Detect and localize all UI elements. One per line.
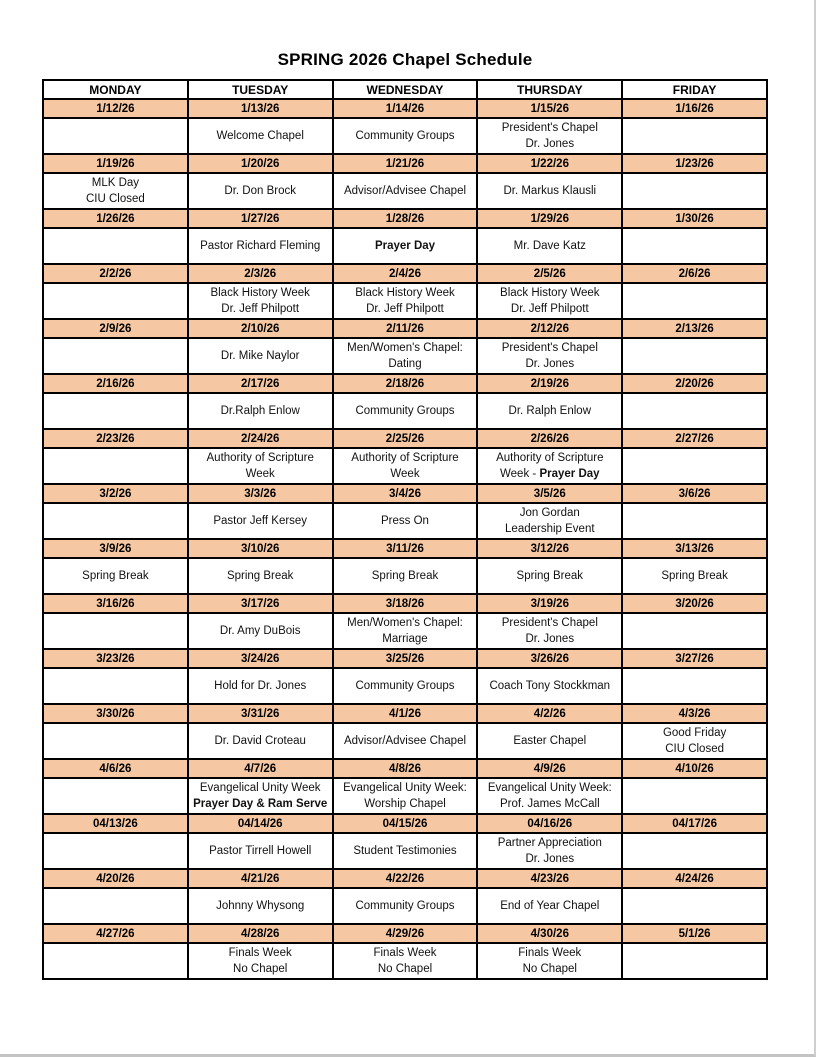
date-cell: 3/30/26 — [43, 704, 188, 723]
event-row-0 — [43, 118, 767, 154]
event-cell — [477, 228, 622, 264]
event-cell — [622, 613, 767, 649]
event-text-line: Hold for Dr. Jones — [214, 680, 307, 692]
event-cell — [477, 283, 622, 319]
event-text-line: Welcome Chapel — [216, 130, 304, 142]
date-cell: 4/8/26 — [333, 759, 478, 778]
event-cell — [43, 943, 188, 979]
event-text-line: Spring Break — [82, 570, 149, 582]
date-cell: 1/20/26 — [188, 154, 333, 173]
event-text-line: Dr. Mike Naylor — [220, 350, 300, 362]
event-cell — [43, 338, 188, 374]
event-text-line: Dr. Jones — [525, 358, 575, 370]
date-row-5 — [43, 374, 767, 393]
date-cell: 2/11/26 — [333, 319, 478, 338]
event-cell — [333, 283, 478, 319]
event-text-line: Prayer Day — [374, 240, 436, 252]
date-row-9 — [43, 594, 767, 613]
date-cell: 1/30/26 — [622, 209, 767, 228]
event-cell — [333, 668, 478, 704]
event-text-line: Marriage — [382, 633, 428, 645]
event-cell — [622, 888, 767, 924]
event-text-line: Dr. Markus Klausli — [503, 185, 597, 197]
event-cell — [188, 723, 333, 759]
page-title: SPRING 2026 Chapel Schedule — [277, 50, 533, 69]
date-cell: 3/20/26 — [622, 594, 767, 613]
event-text-line: Spring Break — [226, 570, 294, 582]
date-cell: 2/6/26 — [622, 264, 767, 283]
date-cell: 1/29/26 — [477, 209, 622, 228]
date-cell: 3/24/26 — [188, 649, 333, 668]
event-cell — [43, 448, 188, 484]
event-text-line: Dr. Jeff Philpott — [510, 303, 589, 315]
event-cell — [43, 723, 188, 759]
date-cell: 2/23/26 — [43, 429, 188, 448]
date-row-1 — [43, 154, 767, 173]
date-cell: 1/12/26 — [43, 99, 188, 118]
date-cell: 4/22/26 — [333, 869, 478, 888]
event-cell — [188, 888, 333, 924]
date-row-13 — [43, 814, 767, 833]
date-cell: 1/23/26 — [622, 154, 767, 173]
event-row-13 — [43, 833, 767, 869]
date-cell: 3/4/26 — [333, 484, 478, 503]
date-cell: 2/16/26 — [43, 374, 188, 393]
event-cell — [477, 118, 622, 154]
date-cell: 3/13/26 — [622, 539, 767, 558]
date-cell: 1/21/26 — [333, 154, 478, 173]
date-cell: 3/31/26 — [188, 704, 333, 723]
event-text-line: No Chapel — [233, 963, 288, 975]
date-row-3 — [43, 264, 767, 283]
date-row-0 — [43, 99, 767, 118]
event-cell — [188, 228, 333, 264]
date-cell: 4/10/26 — [622, 759, 767, 778]
date-cell: 04/14/26 — [188, 814, 333, 833]
event-text-line: No Chapel — [522, 963, 577, 975]
event-text-line: Pastor Tirrell Howell — [209, 845, 312, 857]
event-cell — [188, 503, 333, 539]
date-cell: 4/20/26 — [43, 869, 188, 888]
event-text-line: Finals Week — [518, 947, 582, 959]
event-cell — [477, 668, 622, 704]
day-header-monday: MONDAY — [43, 80, 188, 99]
event-text-line: Dr. Ralph Enlow — [508, 405, 592, 417]
event-cell — [43, 558, 188, 594]
event-cell — [43, 393, 188, 429]
event-cell — [188, 833, 333, 869]
event-text-line: Finals Week — [228, 947, 292, 959]
event-cell — [477, 173, 622, 209]
date-cell: 2/20/26 — [622, 374, 767, 393]
date-cell: 4/3/26 — [622, 704, 767, 723]
event-text-line: Community Groups — [355, 680, 455, 692]
event-text-line: Partner Appreciation — [497, 837, 602, 849]
event-text-line: Dr. Amy DuBois — [219, 625, 301, 637]
event-text-line: Dating — [388, 358, 422, 370]
event-text-line: Dr. Jones — [525, 138, 575, 150]
event-text-line: Advisor/Advisee Chapel — [343, 735, 467, 747]
event-cell — [188, 778, 333, 814]
day-header-friday: FRIDAY — [622, 80, 767, 99]
date-cell: 3/25/26 — [333, 649, 478, 668]
date-cell: 2/17/26 — [188, 374, 333, 393]
event-row-1 — [43, 173, 767, 209]
event-cell — [477, 503, 622, 539]
event-cell — [622, 503, 767, 539]
date-cell: 2/25/26 — [333, 429, 478, 448]
event-cell — [333, 173, 478, 209]
date-cell: 4/6/26 — [43, 759, 188, 778]
date-cell: 3/27/26 — [622, 649, 767, 668]
date-cell: 04/13/26 — [43, 814, 188, 833]
date-cell: 4/21/26 — [188, 869, 333, 888]
date-cell: 04/15/26 — [333, 814, 478, 833]
event-cell — [622, 118, 767, 154]
event-cell — [43, 283, 188, 319]
event-cell — [477, 338, 622, 374]
date-cell: 3/10/26 — [188, 539, 333, 558]
event-cell — [477, 393, 622, 429]
event-text-line: Men/Women's Chapel: — [347, 342, 463, 354]
date-cell: 2/18/26 — [333, 374, 478, 393]
date-cell: 2/13/26 — [622, 319, 767, 338]
event-cell — [477, 778, 622, 814]
date-cell: 3/2/26 — [43, 484, 188, 503]
event-text-line: Dr. Jeff Philpott — [221, 303, 300, 315]
event-cell — [43, 503, 188, 539]
event-cell — [622, 723, 767, 759]
event-cell — [188, 173, 333, 209]
event-cell — [43, 228, 188, 264]
event-cell — [622, 833, 767, 869]
event-text-line: Dr. David Croteau — [214, 735, 306, 747]
event-cell — [188, 668, 333, 704]
event-text-line: Black History Week — [355, 287, 455, 299]
event-cell — [477, 448, 622, 484]
event-text-line: Johnny Whysong — [216, 900, 305, 912]
date-cell: 1/22/26 — [477, 154, 622, 173]
event-text-line: Community Groups — [355, 900, 455, 912]
date-cell: 3/23/26 — [43, 649, 188, 668]
event-text-line: President's Chapel — [501, 617, 598, 629]
date-cell: 1/14/26 — [333, 99, 478, 118]
event-text-line: Prof. James McCall — [499, 798, 600, 810]
event-row-12 — [43, 778, 767, 814]
event-cell — [188, 558, 333, 594]
event-cell — [477, 833, 622, 869]
event-cell — [43, 888, 188, 924]
event-cell — [188, 283, 333, 319]
event-text-line: Easter Chapel — [513, 735, 587, 747]
event-text-line: Week - Prayer Day — [500, 468, 600, 480]
event-cell — [622, 778, 767, 814]
event-text-line: Dr. Jones — [525, 633, 575, 645]
date-cell: 3/17/26 — [188, 594, 333, 613]
event-cell — [477, 723, 622, 759]
event-cell — [333, 833, 478, 869]
event-cell — [333, 613, 478, 649]
date-row-11 — [43, 704, 767, 723]
date-cell: 2/24/26 — [188, 429, 333, 448]
event-cell — [622, 393, 767, 429]
event-row-8 — [43, 558, 767, 594]
date-cell: 1/16/26 — [622, 99, 767, 118]
date-cell: 3/9/26 — [43, 539, 188, 558]
event-cell — [477, 943, 622, 979]
date-cell: 1/13/26 — [188, 99, 333, 118]
event-text-line: Dr.Ralph Enlow — [220, 405, 300, 417]
event-cell — [43, 778, 188, 814]
event-text-line: Community Groups — [355, 130, 455, 142]
event-cell — [188, 338, 333, 374]
event-text-line: Spring Break — [661, 570, 728, 582]
event-text-line: Week — [245, 468, 275, 480]
event-cell — [622, 668, 767, 704]
date-cell: 4/7/26 — [188, 759, 333, 778]
date-cell: 1/28/26 — [333, 209, 478, 228]
event-cell — [477, 888, 622, 924]
date-cell: 2/19/26 — [477, 374, 622, 393]
date-row-7 — [43, 484, 767, 503]
event-cell — [333, 503, 478, 539]
event-text-line: Prayer Day & Ram Serve — [193, 798, 328, 810]
date-cell: 4/24/26 — [622, 869, 767, 888]
date-cell: 04/17/26 — [622, 814, 767, 833]
event-text-line: Black History Week — [500, 287, 600, 299]
date-cell: 4/2/26 — [477, 704, 622, 723]
event-text-line: Pastor Richard Fleming — [200, 240, 321, 252]
event-text-line: Authority of Scripture — [206, 452, 314, 464]
date-cell: 2/12/26 — [477, 319, 622, 338]
event-cell — [333, 228, 478, 264]
event-cell — [43, 668, 188, 704]
date-row-10 — [43, 649, 767, 668]
event-text-line: Student Testimonies — [353, 845, 457, 857]
date-cell: 4/29/26 — [333, 924, 478, 943]
date-cell: 2/26/26 — [477, 429, 622, 448]
date-cell: 2/10/26 — [188, 319, 333, 338]
event-row-3 — [43, 283, 767, 319]
event-row-11 — [43, 723, 767, 759]
event-cell — [333, 943, 478, 979]
date-cell: 3/11/26 — [333, 539, 478, 558]
date-cell: 3/19/26 — [477, 594, 622, 613]
event-cell — [622, 228, 767, 264]
date-row-12 — [43, 759, 767, 778]
date-cell: 04/16/26 — [477, 814, 622, 833]
event-text-line: Dr. Jones — [525, 853, 575, 865]
event-text-line: Finals Week — [373, 947, 437, 959]
event-cell — [188, 943, 333, 979]
event-cell — [188, 118, 333, 154]
event-text-line: End of Year Chapel — [500, 900, 600, 912]
date-cell: 4/28/26 — [188, 924, 333, 943]
event-text-line: Jon Gordan — [519, 507, 580, 519]
day-header-wednesday: WEDNESDAY — [333, 80, 478, 99]
event-text-line: Authority of Scripture — [351, 452, 459, 464]
schedule-body — [43, 99, 767, 979]
event-text-line: President's Chapel — [501, 342, 598, 354]
date-row-2 — [43, 209, 767, 228]
date-cell: 3/3/26 — [188, 484, 333, 503]
event-cell — [622, 173, 767, 209]
event-cell — [622, 558, 767, 594]
event-text-line: Week — [390, 468, 420, 480]
date-cell: 1/27/26 — [188, 209, 333, 228]
date-cell: 1/19/26 — [43, 154, 188, 173]
event-row-6 — [43, 448, 767, 484]
event-text-line: Dr. Don Brock — [224, 185, 296, 197]
date-cell: 3/16/26 — [43, 594, 188, 613]
event-row-4 — [43, 338, 767, 374]
event-cell — [333, 723, 478, 759]
event-text-line: Mr. Dave Katz — [513, 240, 586, 252]
event-cell — [188, 448, 333, 484]
date-cell: 3/6/26 — [622, 484, 767, 503]
header-row — [43, 80, 767, 99]
event-cell — [333, 393, 478, 429]
event-text-line: No Chapel — [377, 963, 433, 975]
event-text-line: Men/Women's Chapel: — [347, 617, 463, 629]
date-cell: 4/9/26 — [477, 759, 622, 778]
event-cell — [622, 943, 767, 979]
event-text-line: CIU Closed — [85, 193, 145, 205]
date-cell: 3/5/26 — [477, 484, 622, 503]
event-cell — [43, 173, 188, 209]
day-header-tuesday: TUESDAY — [188, 80, 333, 99]
date-cell: 4/1/26 — [333, 704, 478, 723]
date-cell: 5/1/26 — [622, 924, 767, 943]
event-cell — [333, 118, 478, 154]
date-row-4 — [43, 319, 767, 338]
event-row-15 — [43, 943, 767, 979]
event-cell — [477, 558, 622, 594]
event-text-line: Evangelical Unity Week — [199, 782, 321, 794]
date-row-6 — [43, 429, 767, 448]
event-text-line: Good Friday — [662, 727, 727, 739]
day-header-thursday: THURSDAY — [477, 80, 622, 99]
date-cell: 3/12/26 — [477, 539, 622, 558]
event-cell — [333, 778, 478, 814]
event-text-line: Advisor/Advisee Chapel — [343, 185, 467, 197]
event-text-line: Spring Break — [371, 570, 439, 582]
date-cell: 2/3/26 — [188, 264, 333, 283]
event-text-line: Spring Break — [516, 570, 584, 582]
date-cell: 4/23/26 — [477, 869, 622, 888]
event-text-line: Leadership Event — [505, 523, 595, 535]
date-row-15 — [43, 924, 767, 943]
date-cell: 2/4/26 — [333, 264, 478, 283]
event-text-line: Community Groups — [355, 405, 455, 417]
event-row-14 — [43, 888, 767, 924]
schedule-table — [42, 79, 768, 980]
date-cell: 2/5/26 — [477, 264, 622, 283]
event-text-line: MLK Day — [91, 177, 140, 189]
event-cell — [333, 558, 478, 594]
event-cell — [622, 338, 767, 374]
event-row-7 — [43, 503, 767, 539]
event-text-line: Press On — [381, 515, 429, 527]
event-cell — [43, 118, 188, 154]
date-cell: 4/30/26 — [477, 924, 622, 943]
date-cell: 4/27/26 — [43, 924, 188, 943]
event-cell — [622, 448, 767, 484]
event-text-line: Dr. Jeff Philpott — [366, 303, 444, 315]
event-text-line: Worship Chapel — [364, 798, 446, 810]
event-text-line: CIU Closed — [665, 743, 724, 755]
event-row-10 — [43, 668, 767, 704]
date-cell: 3/18/26 — [333, 594, 478, 613]
date-cell: 2/27/26 — [622, 429, 767, 448]
event-cell — [188, 393, 333, 429]
event-text-line: President's Chapel — [501, 122, 598, 134]
date-row-14 — [43, 869, 767, 888]
event-text-line: Evangelical Unity Week: — [343, 782, 467, 794]
event-cell — [622, 283, 767, 319]
date-cell: 1/26/26 — [43, 209, 188, 228]
date-cell: 2/2/26 — [43, 264, 188, 283]
event-cell — [333, 338, 478, 374]
event-row-9 — [43, 613, 767, 649]
event-text-line: Evangelical Unity Week: — [487, 782, 612, 794]
schedule-header — [43, 80, 767, 99]
event-row-5 — [43, 393, 767, 429]
date-cell: 1/15/26 — [477, 99, 622, 118]
date-cell: 2/9/26 — [43, 319, 188, 338]
date-cell: 3/26/26 — [477, 649, 622, 668]
event-cell — [477, 613, 622, 649]
event-cell — [188, 613, 333, 649]
event-row-2 — [43, 228, 767, 264]
event-cell — [43, 613, 188, 649]
event-text-line: Authority of Scripture — [496, 452, 604, 464]
date-row-8 — [43, 539, 767, 558]
event-text-line: Black History Week — [210, 287, 310, 299]
event-text-line: Coach Tony Stockkman — [489, 680, 611, 692]
event-cell — [333, 448, 478, 484]
event-cell — [333, 888, 478, 924]
event-text-line: Pastor Jeff Kersey — [213, 515, 308, 527]
event-cell — [43, 833, 188, 869]
